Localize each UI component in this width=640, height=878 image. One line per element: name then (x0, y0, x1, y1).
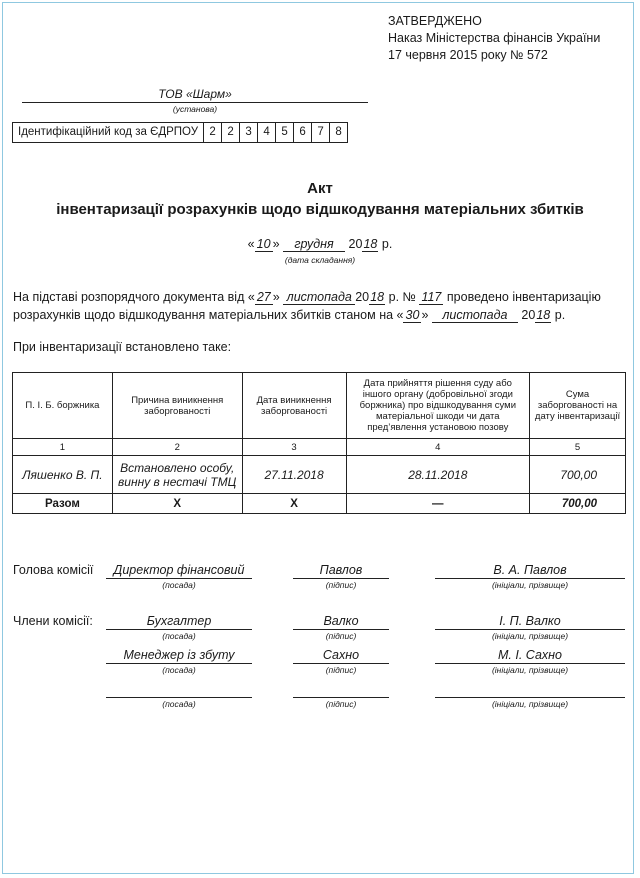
date-year-prefix: 20 (348, 237, 363, 251)
header-amount: Сума заборгованості на дату інвентаризації (530, 373, 626, 439)
basis-number: 117 (419, 290, 443, 305)
approval-title: ЗАТВЕРДЖЕНО (388, 14, 482, 28)
caption-initials: (ініціали, прізвище) (491, 665, 569, 675)
basis-text: На підставі розпорядчого документа від « (13, 290, 255, 304)
date-year-mark: р. (381, 237, 393, 251)
member-name: І. П. Валко (435, 614, 625, 630)
member-name (435, 682, 625, 698)
header-debt-date: Дата виникнення заборгованості (242, 373, 346, 439)
edrpou-digit: 5 (276, 123, 294, 142)
member-position: Бухгалтер (106, 614, 252, 630)
column-number: 4 (346, 439, 530, 456)
approval-date: 17 червня 2015 року № 572 (388, 48, 548, 62)
basis-year2-prefix: 20 (521, 308, 536, 322)
basis-text: р. № (388, 290, 416, 304)
established-text: При інвентаризації встановлено таке: (13, 340, 232, 354)
member-signature: Сахно (293, 648, 389, 664)
member-signature (293, 682, 389, 698)
edrpou-digit: 6 (294, 123, 312, 142)
column-number: 3 (242, 439, 346, 456)
caption-initials: (ініціали, прізвище) (491, 580, 569, 590)
basis-text: проведено інвентаризацію (446, 290, 601, 304)
basis-day: 27 (255, 290, 273, 305)
member-name: М. І. Сахно (435, 648, 625, 664)
table-header-row (13, 373, 626, 439)
member-position: Менеджер із збуту (106, 648, 252, 664)
basis-day2: 30 (403, 308, 421, 323)
basis-text: р. (554, 308, 566, 322)
approval-order: Наказ Міністерства фінансів України (388, 31, 601, 45)
total-reason: Х (112, 494, 242, 514)
organization-name: ТОВ «Шарм» (22, 87, 368, 103)
edrpou-digit: 2 (204, 123, 222, 142)
approval-stamp (388, 13, 600, 64)
header-reason: Причина виникнення заборгованості (112, 373, 242, 439)
table-row (13, 456, 626, 494)
caption-signature: (підпис) (325, 580, 357, 590)
debt-reason: Встановлено особу, винну в нестачі ТМЦ (112, 456, 242, 494)
header-debtor: П. І. Б. боржника (13, 373, 113, 439)
head-name: В. А. Павлов (435, 563, 625, 579)
document-subtitle: інвентаризації розрахунків щодо відшкодування матеріальних збитків (56, 201, 584, 218)
column-number: 5 (530, 439, 626, 456)
decision-date: 28.11.2018 (346, 456, 530, 494)
column-number: 1 (13, 439, 113, 456)
basis-year2: 18 (536, 308, 551, 322)
total-date: Х (242, 494, 346, 514)
caption-initials: (ініціали, прізвище) (491, 631, 569, 641)
debt-date: 27.11.2018 (242, 456, 346, 494)
basis-month2: листопада (432, 308, 518, 323)
basis-paragraph: На підставі розпорядчого документа від « 27 » листопада 2018 р. № 117 проведено інвентаризацію розрахунків щодо відшкодування матеріальних збитків станом на « 30 » листопада 2018 р. (13, 290, 601, 322)
debtor-name: Ляшенко В. П. (13, 456, 113, 494)
head-label: Голова комісії (13, 563, 94, 577)
edrpou-digit: 2 (222, 123, 240, 142)
member-position (106, 682, 252, 698)
date-day: 10 (255, 237, 273, 252)
members-label: Члени комісії: (13, 614, 93, 628)
basis-month: листопада (283, 290, 355, 305)
caption-initials: (ініціали, прізвище) (491, 699, 569, 709)
caption-position: (посада) (162, 665, 196, 675)
table-number-row (13, 439, 626, 456)
caption-signature: (підпис) (325, 665, 357, 675)
date-month: грудня (283, 237, 345, 252)
caption-position: (посада) (162, 699, 196, 709)
edrpou-digit: 8 (335, 126, 342, 138)
edrpou-code (12, 122, 348, 143)
total-amount: 700,00 (530, 494, 626, 514)
basis-year-prefix: 20 (355, 290, 370, 304)
edrpou-digit: 4 (258, 123, 276, 142)
date-caption: (дата складання) (284, 255, 356, 265)
edrpou-label: Ідентифікаційний код за ЄДРПОУ (13, 123, 204, 142)
caption-signature: (підпис) (325, 699, 357, 709)
organization-caption: (установа) (172, 104, 218, 114)
total-label: Разом (13, 494, 113, 514)
inventory-table (12, 372, 626, 514)
head-position: Директор фінансовий (106, 563, 252, 579)
basis-text: розрахунків щодо відшкодування матеріальних збитків станом на « (13, 308, 404, 322)
table-total-row (13, 494, 626, 514)
column-number: 2 (112, 439, 242, 456)
date-year: 18 (363, 237, 378, 251)
header-decision-date: Дата прийняття рішення суду або іншого органу (добровільної згоди боржника) про відшкодування суми матеріальної шкоди чи дата пред’явлення установою позову (346, 373, 530, 439)
document-title: Акт (307, 180, 333, 197)
debt-amount: 700,00 (530, 456, 626, 494)
basis-year: 18 (370, 290, 385, 304)
caption-signature: (підпис) (325, 631, 357, 641)
head-signature: Павлов (293, 563, 389, 579)
caption-position: (посада) (162, 631, 196, 641)
caption-position: (посада) (162, 580, 196, 590)
edrpou-digit: 7 (312, 123, 330, 142)
member-signature: Валко (293, 614, 389, 630)
total-decision: — (346, 494, 530, 514)
edrpou-digit: 3 (240, 123, 258, 142)
document-date: « 10 » грудня 2018 р. (247, 237, 393, 251)
